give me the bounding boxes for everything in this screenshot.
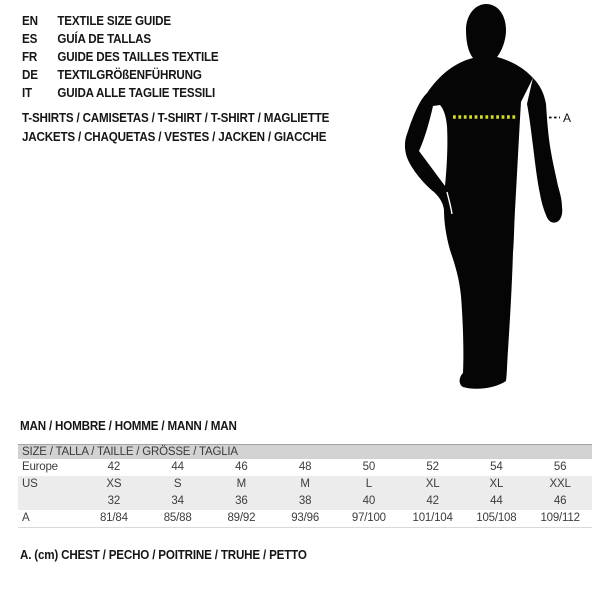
table-cell: 109/112 [540,512,580,524]
language-row [22,66,218,84]
table-cell: 52 [426,461,439,473]
silhouette-body [405,4,533,389]
size-table [18,444,592,528]
language-row [22,84,218,102]
table-row [18,476,592,493]
table-cell: 46 [235,461,248,473]
table-cell: XS [106,478,122,490]
language-code: ES [22,32,38,46]
table-cell: 42 [426,495,439,507]
category-line: T-SHIRTS / CAMISETAS / T-SHIRT / T-SHIRT / MAGLIETTE [22,111,330,125]
table-cell: 85/88 [163,512,192,524]
language-title: GUÍA DE TALLAS [57,32,151,46]
table-row [18,459,592,476]
table-cell: XL [425,478,440,490]
table-cell: 46 [553,495,567,507]
measurement-label-a: A [563,111,572,125]
table-cell: M [236,478,247,490]
table-cell: 48 [298,461,312,473]
man-silhouette [400,0,600,400]
measurement-footnote: A. (cm) CHEST / PECHO / POITRINE / TRUHE / PETTO [20,548,307,562]
language-code: DE [22,68,38,82]
table-cell: 32 [107,495,121,507]
table-cell: M [300,478,310,490]
row-label: Europe [22,461,58,473]
table-cell: 81/84 [99,512,128,524]
table-cell: 42 [107,461,121,473]
section-title: MAN / HOMBRE / HOMME / MANN / MAN [20,419,237,433]
language-row [22,48,218,66]
table-cell: 44 [490,495,503,507]
language-code: IT [22,86,32,100]
category-list [22,109,329,147]
table-cell: 50 [362,461,376,473]
table-cell: S [173,478,182,490]
table-cell: 44 [171,461,184,473]
language-title: TEXTILGRÖßENFÜHRUNG [57,68,202,82]
table-cell: 93/96 [291,512,320,524]
table-cell: 56 [553,461,567,473]
table-cell: 40 [362,495,376,507]
language-code: FR [22,50,38,64]
table-cell: 36 [235,495,248,507]
table-row [18,493,592,510]
row-label [18,493,82,510]
table-cell: L [365,478,372,490]
table-row [18,510,592,527]
table-cell: 34 [171,495,184,507]
row-label: US [22,478,38,490]
table-cell: XXL [549,478,571,490]
table-cell: 89/92 [227,512,256,524]
size-table-body [18,459,592,527]
language-list [22,12,218,102]
table-cell: 38 [298,495,312,507]
language-title: GUIDA ALLE TAGLIE TESSILI [57,86,216,100]
table-cell: XL [489,478,504,490]
table-cell: 101/104 [412,512,453,524]
table-cell: 97/100 [351,512,386,524]
language-code: EN [22,14,38,28]
table-cell: 54 [490,461,503,473]
row-label: A [22,512,30,524]
language-row [22,30,218,48]
size-table-header: SIZE / TALLA / TAILLE / GRÖSSE / TAGLIA [18,444,592,459]
language-title: GUIDE DES TAILLES TEXTILE [57,50,219,64]
language-row [22,12,218,30]
silhouette-right-arm [527,78,562,223]
language-title: TEXTILE SIZE GUIDE [57,14,171,28]
table-cell: 105/108 [476,512,517,524]
category-line: JACKETS / CHAQUETAS / VESTES / JACKEN / GIACCHE [22,130,327,144]
